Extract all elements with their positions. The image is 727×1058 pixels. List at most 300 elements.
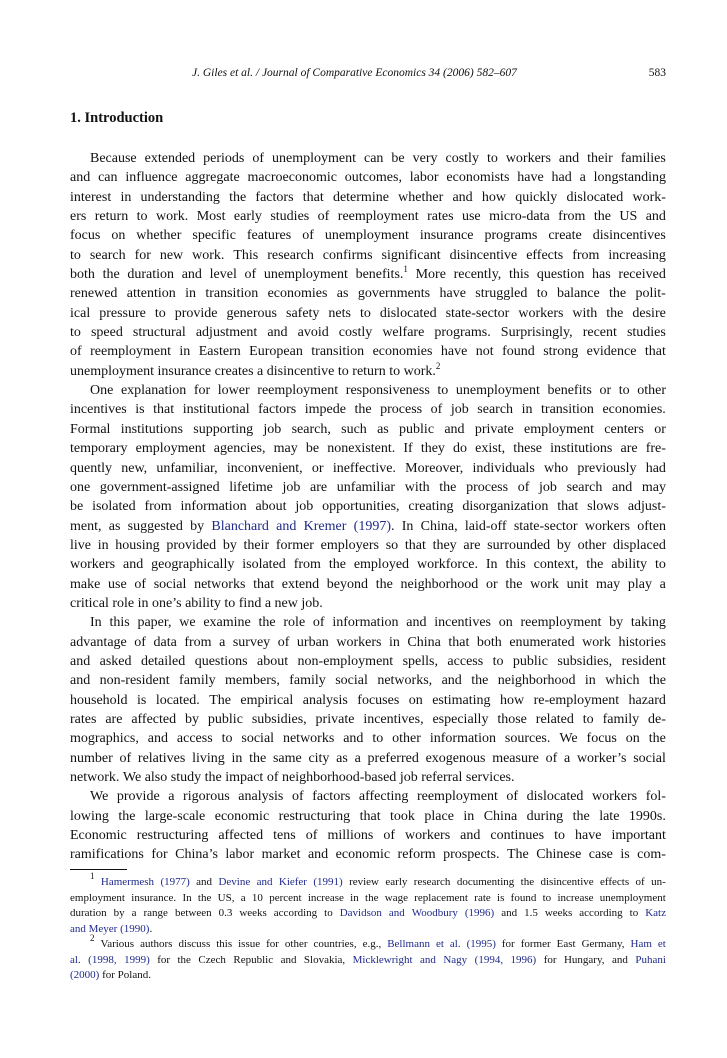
text-word: as bbox=[336, 750, 348, 766]
text-word: return bbox=[352, 363, 386, 379]
text-word: state-sector bbox=[445, 305, 510, 321]
text-line bbox=[70, 497, 666, 516]
text-word: and bbox=[267, 325, 288, 341]
text-word: important bbox=[611, 828, 666, 844]
text-word: process bbox=[466, 479, 509, 495]
text-line bbox=[70, 691, 666, 710]
text-word: benefits. bbox=[355, 267, 404, 283]
text-word: unemployment bbox=[263, 267, 348, 283]
text-word: unfamiliar, bbox=[156, 460, 218, 476]
text-line bbox=[70, 768, 666, 787]
text-word: to bbox=[221, 731, 233, 747]
text-word: polit- bbox=[635, 286, 666, 302]
text-word: labor bbox=[225, 847, 255, 863]
text-word: so bbox=[385, 537, 399, 553]
text-word: the bbox=[177, 953, 191, 966]
citation-link[interactable]: (1996) bbox=[464, 907, 495, 919]
text-word: non-employment bbox=[297, 653, 394, 669]
text-word: Eastern bbox=[198, 344, 241, 360]
text-word: workers bbox=[505, 151, 551, 166]
citation-link[interactable]: Katz bbox=[645, 907, 666, 919]
text-word: networks bbox=[282, 731, 335, 747]
text-line bbox=[70, 207, 666, 226]
text-word: of bbox=[277, 634, 290, 650]
text-word: number bbox=[70, 750, 113, 766]
text-word: determine bbox=[332, 189, 389, 205]
text-word: temporary bbox=[70, 441, 128, 457]
text-word: find bbox=[238, 595, 262, 611]
text-word: restructuring bbox=[278, 808, 351, 824]
text-word: increase bbox=[307, 891, 344, 904]
text-word: provided bbox=[166, 537, 217, 553]
text-word: economists bbox=[446, 170, 510, 186]
text-word: governments bbox=[357, 286, 431, 302]
text-word: job bbox=[399, 770, 418, 785]
text-word: job bbox=[295, 499, 314, 515]
text-word: to bbox=[618, 383, 630, 399]
text-word: city bbox=[308, 750, 330, 766]
text-word: a bbox=[219, 634, 226, 650]
text-word: reemployment bbox=[416, 789, 498, 805]
text-word: is bbox=[135, 402, 145, 418]
text-word: use bbox=[461, 209, 481, 225]
citation-link[interactable]: and bbox=[420, 953, 436, 966]
text-word: analysis bbox=[238, 789, 284, 805]
text-word: of bbox=[383, 828, 396, 844]
text-word: This bbox=[233, 247, 259, 263]
text-word: laid-off bbox=[464, 518, 507, 534]
text-word: of bbox=[517, 479, 530, 495]
text-word: one bbox=[70, 479, 91, 495]
text-word: affected bbox=[131, 711, 177, 727]
text-word: increase bbox=[557, 891, 594, 904]
text-word: institutional bbox=[182, 402, 250, 418]
text-word: critical bbox=[70, 595, 109, 611]
text-word: in bbox=[350, 891, 359, 904]
citation-link[interactable]: 1999) bbox=[124, 953, 150, 966]
text-word: work bbox=[530, 576, 559, 592]
text-word: the bbox=[229, 189, 247, 205]
text-word: for bbox=[266, 938, 279, 950]
citation-link[interactable]: (1990) bbox=[120, 922, 150, 935]
text-word: increasing bbox=[608, 247, 666, 263]
citation-link[interactable]: Kremer bbox=[303, 518, 347, 534]
text-word: job bbox=[539, 479, 557, 495]
text-word: access bbox=[176, 731, 213, 747]
text-word: the bbox=[648, 731, 666, 747]
text-word: the bbox=[471, 673, 489, 689]
text-word: nonexistent. bbox=[327, 441, 396, 457]
text-word: other bbox=[637, 383, 666, 399]
text-word: In bbox=[485, 557, 498, 573]
text-word: may bbox=[641, 479, 666, 495]
text-word: by bbox=[222, 537, 237, 553]
text-word: neighborhood bbox=[497, 673, 576, 689]
text-word: strong bbox=[543, 344, 579, 360]
text-word: millions bbox=[327, 828, 374, 844]
citation-link[interactable]: and bbox=[256, 876, 273, 888]
text-word: state-sector bbox=[513, 518, 578, 534]
text-word: that bbox=[404, 537, 426, 553]
text-word: struggled bbox=[475, 286, 528, 302]
text-word: role bbox=[112, 595, 135, 611]
text-word: of bbox=[312, 615, 325, 631]
text-word: disincentives bbox=[592, 228, 666, 244]
text-line bbox=[70, 652, 666, 671]
text-word: search bbox=[566, 479, 603, 495]
citation-link[interactable]: et bbox=[657, 938, 666, 950]
text-word: networks, bbox=[377, 673, 433, 689]
text-line bbox=[70, 323, 666, 342]
text-word: they bbox=[432, 537, 457, 553]
text-word: that bbox=[253, 576, 275, 592]
text-word: information bbox=[429, 731, 496, 747]
text-word: are bbox=[310, 479, 328, 495]
text-word: by bbox=[113, 907, 125, 919]
text-word: ineffective. bbox=[332, 460, 396, 476]
text-line bbox=[70, 459, 666, 478]
citation-link[interactable]: Nagy bbox=[443, 953, 468, 966]
text-word: as bbox=[108, 518, 121, 534]
text-word: percent bbox=[269, 891, 302, 904]
text-word: market bbox=[261, 847, 301, 863]
text-line bbox=[70, 613, 666, 632]
citation-link[interactable]: and bbox=[70, 922, 86, 935]
text-line bbox=[70, 845, 666, 864]
body-text bbox=[70, 149, 666, 865]
text-word: periods bbox=[203, 151, 245, 166]
text-word: economies bbox=[267, 286, 328, 302]
text-word: job bbox=[263, 421, 282, 437]
text-word: extend bbox=[281, 576, 320, 592]
text-word: urban bbox=[296, 634, 329, 650]
text-word: We bbox=[122, 770, 142, 785]
text-word: on bbox=[111, 228, 126, 244]
text-line bbox=[70, 871, 666, 891]
text-word: studies bbox=[626, 325, 666, 341]
text-line bbox=[70, 953, 666, 969]
text-word: job bbox=[282, 479, 301, 495]
text-word: economies. bbox=[602, 402, 666, 418]
text-word: or bbox=[485, 576, 498, 592]
text-word: whether bbox=[398, 189, 444, 205]
text-word: same bbox=[272, 750, 302, 766]
text-word: their bbox=[587, 151, 613, 166]
text-word: in bbox=[388, 634, 400, 650]
text-word: the bbox=[328, 557, 346, 573]
citation-link[interactable]: Kiefer bbox=[278, 876, 307, 888]
text-word: supporting bbox=[193, 421, 254, 437]
text-word: of bbox=[70, 344, 82, 360]
text-word: early bbox=[233, 209, 262, 225]
text-word: unemployment bbox=[455, 383, 540, 399]
footnote-marker[interactable]: 1 bbox=[403, 264, 408, 275]
text-word: tens bbox=[273, 828, 296, 844]
text-word: the bbox=[505, 576, 523, 592]
citation-link[interactable]: Micklewright bbox=[352, 953, 413, 966]
citation-link[interactable]: (2000) bbox=[70, 969, 100, 981]
text-word: the bbox=[609, 286, 627, 302]
text-word: e.g., bbox=[362, 938, 382, 950]
citation-link[interactable]: (1994, bbox=[474, 953, 504, 966]
text-line bbox=[70, 265, 666, 284]
text-word: China bbox=[407, 634, 441, 650]
text-word: isolated bbox=[92, 499, 136, 515]
text-line bbox=[70, 575, 666, 594]
text-word: of bbox=[252, 151, 265, 166]
text-word: rates bbox=[70, 711, 97, 727]
text-word: duration bbox=[70, 907, 107, 919]
text-word: found bbox=[510, 891, 537, 904]
text-word: of bbox=[134, 634, 146, 650]
text-word: who bbox=[544, 460, 569, 476]
text-word: work bbox=[582, 634, 611, 650]
text-word: Economic bbox=[70, 828, 127, 844]
text-word: case bbox=[588, 847, 613, 863]
text-word: In bbox=[90, 615, 102, 631]
text-word: or bbox=[654, 421, 666, 437]
text-word: ability bbox=[611, 557, 648, 573]
text-word: unemployment bbox=[599, 891, 666, 904]
text-word: during bbox=[526, 808, 564, 824]
text-word: they bbox=[420, 441, 445, 457]
text-word: safety bbox=[286, 305, 320, 321]
citation-link[interactable]: and bbox=[276, 518, 297, 534]
text-line bbox=[70, 906, 666, 922]
text-word: family bbox=[179, 673, 216, 689]
text-word: neighborhood-based bbox=[282, 770, 397, 785]
text-word: More bbox=[415, 267, 446, 283]
text-word: re-employment bbox=[533, 692, 620, 708]
citation-link[interactable]: Hamermesh bbox=[100, 876, 155, 888]
text-word: according bbox=[273, 907, 318, 919]
text-word: evidence bbox=[586, 344, 637, 360]
text-word: desire bbox=[632, 305, 666, 321]
text-word: not bbox=[475, 344, 494, 360]
text-word: de- bbox=[648, 711, 666, 727]
text-word: located. bbox=[155, 692, 200, 708]
text-word: disincentive bbox=[540, 876, 594, 888]
text-word: impact bbox=[225, 770, 264, 785]
text-word: of bbox=[119, 750, 132, 766]
text-line bbox=[70, 787, 666, 806]
text-word: incentives bbox=[434, 615, 491, 631]
citation-link[interactable]: al. bbox=[449, 938, 461, 950]
text-word: In bbox=[401, 518, 414, 534]
text-word: had bbox=[551, 170, 572, 186]
text-word: to bbox=[337, 363, 349, 379]
text-word: and bbox=[611, 953, 628, 966]
citation-link[interactable]: al. bbox=[70, 953, 81, 966]
citation-link[interactable]: Bellmann bbox=[387, 938, 430, 950]
text-word: China bbox=[483, 808, 518, 824]
text-word: the bbox=[197, 891, 212, 904]
text-word: neighborhood bbox=[400, 576, 479, 592]
text-word: as bbox=[377, 421, 389, 437]
text-word: for bbox=[501, 938, 515, 950]
text-word: a bbox=[240, 891, 246, 904]
text-word: advantage bbox=[70, 634, 127, 650]
citation-link[interactable]: (1995) bbox=[466, 938, 496, 950]
text-word: as bbox=[336, 286, 349, 302]
text-word: that bbox=[644, 344, 666, 360]
text-word: be bbox=[70, 499, 84, 515]
text-word: for bbox=[157, 953, 171, 966]
text-word: to bbox=[136, 209, 148, 225]
text-word: ramifications bbox=[70, 847, 144, 863]
citation-link[interactable]: (1998, bbox=[88, 953, 117, 966]
text-word: Various bbox=[100, 938, 135, 950]
text-word: have bbox=[440, 344, 468, 360]
text-word: 1.5 bbox=[524, 907, 538, 919]
text-word: from bbox=[572, 247, 600, 263]
text-word: outcomes, bbox=[344, 170, 402, 186]
text-word: by bbox=[190, 518, 205, 534]
text-word: received bbox=[618, 267, 666, 283]
text-line bbox=[70, 168, 666, 187]
citation-link[interactable]: (1997) bbox=[353, 518, 391, 534]
text-word: review bbox=[349, 876, 380, 888]
citation-link[interactable]: and bbox=[388, 907, 405, 919]
footnotes bbox=[70, 871, 666, 984]
text-word: such bbox=[341, 421, 367, 437]
text-word: private bbox=[474, 421, 514, 437]
text-word: search bbox=[89, 247, 126, 263]
text-word: context, bbox=[533, 557, 579, 573]
text-word: of bbox=[266, 770, 279, 785]
text-word: or bbox=[311, 460, 324, 476]
text-word: create bbox=[548, 228, 582, 244]
text-word: disorganization bbox=[462, 499, 549, 515]
text-word: lifetime bbox=[229, 479, 273, 495]
text-word: workers bbox=[584, 518, 630, 534]
text-line bbox=[70, 594, 666, 613]
text-word: is bbox=[497, 891, 505, 904]
text-word: to bbox=[70, 247, 81, 263]
text-word: government-assigned bbox=[99, 479, 220, 495]
text-word: the bbox=[375, 576, 393, 592]
text-word: one’s bbox=[152, 595, 182, 611]
text-word: is bbox=[137, 692, 147, 708]
text-word: make bbox=[70, 576, 101, 592]
text-word: study bbox=[170, 770, 202, 785]
citation-link[interactable]: Puhani bbox=[635, 953, 666, 966]
text-word: surrounded bbox=[487, 537, 551, 553]
text-word: of bbox=[430, 402, 443, 418]
text-word: we bbox=[179, 615, 196, 631]
text-word: the bbox=[520, 876, 535, 888]
text-word: focuses bbox=[357, 692, 400, 708]
text-word: use bbox=[108, 576, 127, 592]
text-line bbox=[70, 555, 666, 574]
text-word: 10 bbox=[251, 891, 263, 904]
text-line bbox=[70, 478, 666, 497]
text-word: often bbox=[637, 518, 666, 534]
footnote-marker[interactable]: 1 bbox=[90, 871, 95, 881]
text-word: beyond bbox=[326, 576, 369, 592]
journal-citation: J. Giles et al. / Journal of Comparative Economics 34 (2006) 582–607 bbox=[192, 67, 517, 79]
text-word: living bbox=[192, 750, 225, 766]
citation-link[interactable]: (1977) bbox=[160, 876, 190, 888]
citation-link[interactable]: Woodbury bbox=[411, 907, 458, 919]
footnote-marker[interactable]: 2 bbox=[435, 360, 441, 371]
text-word: issue bbox=[238, 938, 261, 950]
text-word: other bbox=[392, 731, 421, 747]
text-word: a bbox=[264, 595, 272, 611]
text-word: took bbox=[390, 808, 415, 824]
citation-link[interactable]: et bbox=[435, 938, 444, 950]
text-word: Because bbox=[90, 151, 137, 166]
text-word: information bbox=[180, 499, 247, 515]
text-word: former bbox=[275, 537, 314, 553]
text-word: about bbox=[255, 499, 287, 515]
text-word: Moreover, bbox=[405, 460, 464, 476]
text-word: in bbox=[120, 189, 132, 205]
text-word: employers bbox=[320, 537, 379, 553]
citation-link[interactable]: Davidson bbox=[339, 907, 382, 919]
footnote-marker[interactable]: 2 bbox=[90, 933, 95, 943]
text-word: play bbox=[627, 576, 652, 592]
text-word: subsidies, bbox=[251, 711, 307, 727]
text-word: and bbox=[406, 615, 427, 631]
text-word: In bbox=[182, 891, 192, 904]
citation-link[interactable]: Ham bbox=[630, 938, 652, 950]
text-word: Formal bbox=[70, 421, 111, 437]
text-word: individuals bbox=[472, 460, 535, 476]
text-word: displaced bbox=[613, 537, 666, 553]
citation-link[interactable]: Blanchard bbox=[211, 518, 269, 534]
text-line bbox=[70, 381, 666, 400]
text-word: for bbox=[193, 383, 211, 399]
text-word: workforce. bbox=[416, 557, 478, 573]
text-word: a bbox=[579, 170, 586, 186]
text-word: Surprisingly, bbox=[500, 325, 573, 341]
text-word: and bbox=[441, 673, 462, 689]
text-word: non-resident bbox=[99, 673, 170, 689]
text-word: by bbox=[556, 537, 571, 553]
text-word: geographically bbox=[151, 557, 235, 573]
text-word: access bbox=[447, 653, 484, 669]
text-word: programs. bbox=[434, 325, 491, 341]
text-word: question bbox=[536, 267, 585, 283]
text-word: generous bbox=[226, 305, 278, 321]
text-word: and bbox=[645, 209, 666, 225]
text-word: labor bbox=[409, 170, 439, 186]
text-word: influence bbox=[125, 170, 178, 186]
text-word: search, bbox=[291, 421, 331, 437]
text-word: that bbox=[153, 402, 175, 418]
text-word: are bbox=[620, 441, 638, 457]
text-word: prospects. bbox=[443, 847, 500, 863]
text-word: services. bbox=[465, 770, 515, 785]
citation-link[interactable]: Devine bbox=[218, 876, 251, 888]
text-word: Poland. bbox=[117, 969, 151, 981]
citation-link[interactable]: (1991) bbox=[313, 876, 343, 888]
text-word: late bbox=[599, 808, 620, 824]
text-word: US bbox=[619, 209, 638, 225]
text-word: insurance bbox=[419, 228, 474, 244]
text-word: disincentive bbox=[449, 247, 518, 263]
citation-link[interactable]: Meyer bbox=[88, 922, 118, 935]
text-line bbox=[70, 517, 666, 536]
text-word: aggregate bbox=[185, 170, 240, 186]
text-word: ical bbox=[70, 305, 91, 321]
citation-link[interactable]: 1996) bbox=[510, 953, 537, 966]
text-word: focus bbox=[70, 228, 101, 244]
text-word: new bbox=[274, 595, 298, 611]
text-word: US, bbox=[217, 891, 235, 904]
text-word: for bbox=[151, 847, 168, 863]
